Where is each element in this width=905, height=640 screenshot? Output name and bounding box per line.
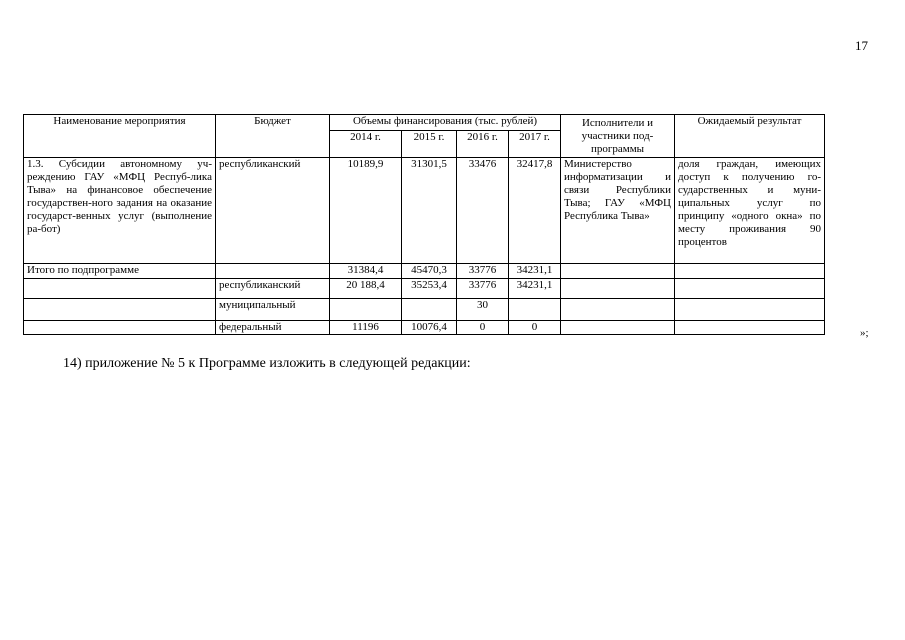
executors-cell: Министерство информатизации и связи Республики Тыва; ГАУ «МФЦ Республика Тыва» [561, 158, 675, 264]
empty-cell [216, 264, 330, 279]
empty-cell [24, 279, 216, 299]
empty-cell [24, 321, 216, 335]
empty-cell [561, 299, 675, 321]
value-cell: 30 [457, 299, 509, 321]
value-cell: 0 [457, 321, 509, 335]
header-measure: Наименование мероприятия [24, 115, 216, 158]
total-label: Итого по подпрограмме [24, 264, 216, 279]
value-cell: 33776 [457, 279, 509, 299]
value-cell: 34231,1 [509, 264, 561, 279]
empty-cell [561, 279, 675, 299]
value-cell: 35253,4 [402, 279, 457, 299]
result-cell: доля граждан, имеющих доступ к получению го-сударственных и муни-ципальных услуг по принципу «одного окна» по месту проживания 90 процентов [675, 158, 825, 264]
page-number: 17 [855, 38, 868, 53]
value-cell: 45470,3 [402, 264, 457, 279]
header-executors: Исполнители и участники под-программы [561, 115, 675, 158]
table-row [24, 321, 825, 335]
budget-cell: республиканский [216, 279, 330, 299]
empty-cell [675, 299, 825, 321]
empty-cell [675, 264, 825, 279]
table-row [24, 299, 825, 321]
value-cell: 32417,8 [509, 158, 561, 264]
header-budget: Бюджет [216, 115, 330, 158]
header-result: Ожидаемый результат [675, 115, 825, 158]
header-funding: Объемы финансирования (тыс. рублей) [330, 115, 561, 131]
table-row [24, 279, 825, 299]
empty-cell [675, 321, 825, 335]
value-cell: 10076,4 [402, 321, 457, 335]
budget-cell: федеральный [216, 321, 330, 335]
header-year-2014: 2014 г. [330, 131, 402, 158]
value-cell: 0 [509, 321, 561, 335]
value-cell [509, 299, 561, 321]
measure-cell: 1.3. Субсидии автономному уч-реждению ГАУ «МФЦ Респуб-лика Тыва» на финансовое обеспечение государствен-ного задания на оказание государст-венных услуг (выполнение ра-бот) [24, 158, 216, 264]
value-cell [330, 299, 402, 321]
item-14-text: 14) приложение № 5 к Программе изложить в следующей редакции: [63, 356, 471, 371]
header-year-2015: 2015 г. [402, 131, 457, 158]
value-cell: 31384,4 [330, 264, 402, 279]
empty-cell [561, 264, 675, 279]
closing-quote: »; [860, 327, 869, 339]
empty-cell [675, 279, 825, 299]
empty-cell [24, 299, 216, 321]
value-cell: 10189,9 [330, 158, 402, 264]
value-cell: 11196 [330, 321, 402, 335]
value-cell: 20 188,4 [330, 279, 402, 299]
header-year-2017: 2017 г. [509, 131, 561, 158]
value-cell: 34231,1 [509, 279, 561, 299]
table-row [24, 158, 825, 264]
table-row [24, 264, 825, 279]
empty-cell [561, 321, 675, 335]
value-cell: 33776 [457, 264, 509, 279]
value-cell: 33476 [457, 158, 509, 264]
value-cell: 31301,5 [402, 158, 457, 264]
value-cell [402, 299, 457, 321]
budget-cell: республиканский [216, 158, 330, 264]
budget-cell: муниципальный [216, 299, 330, 321]
funding-table [23, 114, 825, 335]
header-year-2016: 2016 г. [457, 131, 509, 158]
